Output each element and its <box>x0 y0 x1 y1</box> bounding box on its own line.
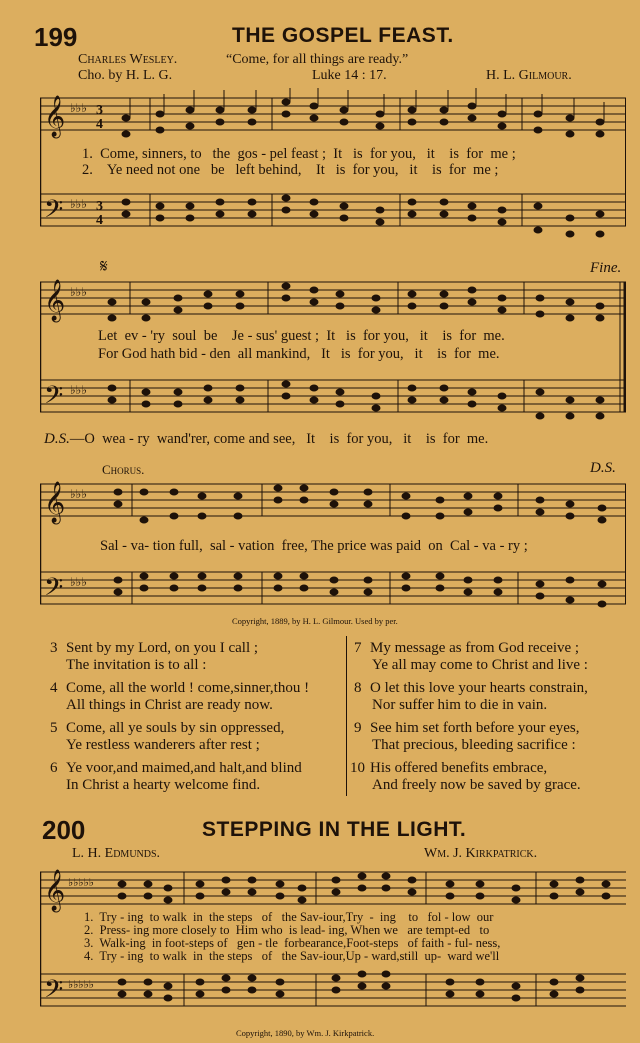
music-system-chorus <box>40 476 626 614</box>
verse-number: 3 <box>50 640 58 656</box>
ds-lyric-line: —O wea - ry wand'rer, come and see, It is for you, it is for me. <box>69 431 489 447</box>
svg-text:𝄞: 𝄞 <box>44 96 66 137</box>
segno-sign: 𝄋 <box>100 256 108 277</box>
chorus-lyric-line: Sal - va- tion full, sal - vation free, The price was paid on Cal - va - ry ; <box>100 538 528 554</box>
svg-text:3: 3 <box>96 199 103 214</box>
svg-text:𝄢: 𝄢 <box>44 195 64 230</box>
ds-label: D.S. <box>44 431 70 447</box>
svg-text:𝄞: 𝄞 <box>44 280 66 321</box>
svg-text:♭♭♭: ♭♭♭ <box>70 197 87 211</box>
author-credit: L. H. Edmunds. <box>72 846 161 861</box>
chorus-credit: Cho. by H. L. G. <box>78 68 173 83</box>
column-divider <box>346 636 347 796</box>
verse-number: 6 <box>50 760 58 776</box>
svg-text:𝄞: 𝄞 <box>44 482 66 523</box>
svg-text:𝄢: 𝄢 <box>44 381 64 416</box>
ds-lyric-row <box>44 430 488 448</box>
copyright-notice: Copyright, 1889, by H. L. Gilmour. Used by per. <box>232 616 398 626</box>
verse-line: In Christ a hearty welcome find. <box>66 777 261 793</box>
verse-number: 4 <box>50 680 58 696</box>
svg-text:𝄞: 𝄞 <box>44 870 66 911</box>
verse-line: That precious, bleeding sacrifice : <box>372 737 576 753</box>
verse-line: The invitation is to all : <box>66 657 207 673</box>
scripture-reference: Luke 14 : 17. <box>312 68 387 83</box>
copyright-notice: Copyright, 1890, by Wm. J. Kirkpatrick. <box>236 1028 375 1038</box>
verse-line: Ye voor,and maimed,and halt,and blind <box>66 760 302 776</box>
author-credit: Charles Wesley. <box>78 52 178 67</box>
svg-text:♭♭♭: ♭♭♭ <box>70 575 87 589</box>
svg-text:3: 3 <box>96 103 103 118</box>
verse-number: 9 <box>354 720 362 736</box>
chorus-label: Chorus. <box>102 462 145 477</box>
verse-block <box>350 719 632 759</box>
svg-text:♭♭♭: ♭♭♭ <box>70 101 87 115</box>
verse-block <box>350 679 632 719</box>
music-system-2 <box>40 274 626 424</box>
verse-line: My message as from God receive ; <box>370 640 580 656</box>
svg-text:♭♭♭: ♭♭♭ <box>70 487 87 501</box>
verse-line: His offered benefits embrace, <box>370 760 548 776</box>
hymn-title: THE GOSPEL FEAST. <box>232 24 454 47</box>
svg-text:𝄢: 𝄢 <box>44 573 64 608</box>
verse-number: 8 <box>354 680 362 696</box>
lyric-line-verse-3: 3. Walk-ing in foot-steps of gen - tle forbearance,Foot-steps of faith - ful- ness, <box>84 936 501 950</box>
svg-text:4: 4 <box>96 213 103 228</box>
svg-text:♭♭♭: ♭♭♭ <box>70 285 87 299</box>
verse-number: 10 <box>350 760 365 776</box>
verse-line: Come, all the world ! come,sinner,thou ! <box>66 680 310 696</box>
fine-marking: Fine. <box>590 260 622 276</box>
lyric-line-verse-2: 2. Ye need not one be left behind, It is for you, it is for me ; <box>82 162 499 178</box>
verse-block <box>50 639 342 679</box>
verse-block <box>350 759 632 799</box>
hymn-number: 199 <box>34 22 78 52</box>
hymn-number: 200 <box>42 815 86 845</box>
lyric-line-verse-1: 1. Come, sinners, to the gos - pel feast ; It is for you, it is for me ; <box>82 146 516 162</box>
verses-right-column <box>350 639 632 799</box>
verse-line: All things in Christ are ready now. <box>66 697 273 713</box>
verse-line: Come, all ye souls by sin oppressed, <box>66 720 285 736</box>
verse-line: Nor suffer him to die in vain. <box>372 697 548 713</box>
verse-number: 7 <box>354 640 362 656</box>
composer-credit: Wm. J. Kirkpatrick. <box>424 846 538 861</box>
svg-text:♭♭♭♭♭: ♭♭♭♭♭ <box>68 877 94 889</box>
svg-text:♭♭♭: ♭♭♭ <box>70 383 87 397</box>
verse-line: And freely now be saved by grace. <box>372 777 581 793</box>
verse-block <box>50 719 342 759</box>
verse-line: Ye restless wanderers after rest ; <box>66 737 260 753</box>
lyric-line-verse-2: For God hath bid - den all mankind, It is for you, it is for me. <box>98 346 500 362</box>
verse-block <box>50 759 342 799</box>
verse-number: 5 <box>50 720 58 736</box>
svg-text:4: 4 <box>96 117 103 132</box>
music-system-200 <box>40 864 626 1024</box>
ds-marking: D.S. <box>590 460 616 476</box>
verse-block <box>350 639 632 679</box>
verses-left-column <box>50 639 342 799</box>
lyric-line-verse-1: Let ev - 'ry soul be Je - sus' guest ; It is for you, it is for me. <box>98 328 505 344</box>
svg-text:𝄢: 𝄢 <box>44 975 64 1010</box>
lyric-line-verse-4: 4. Try - ing to walk in the steps of the Sav-iour,Up - ward,still up- ward we'll <box>84 949 500 963</box>
lyric-line-verse-1: 1. Try - ing to walk in the steps of the Sav-iour,Try - ing to fol - low our <box>84 910 494 924</box>
composer-credit: H. L. Gilmour. <box>486 68 572 83</box>
scripture-quote: “Come, for all things are ready.” <box>226 52 409 67</box>
verse-line: Sent by my Lord, on you I call ; <box>66 640 259 656</box>
lyric-line-verse-2: 2. Press- ing more closely to Him who is lead- ing, When we are tempt-ed to <box>84 923 490 937</box>
hymn-title: STEPPING IN THE LIGHT. <box>202 818 467 841</box>
verse-line: O let this love your hearts constrain, <box>370 680 588 696</box>
verse-line: See him set forth before your eyes, <box>370 720 580 736</box>
verse-line: Ye all may come to Christ and live : <box>372 657 588 673</box>
verse-block <box>50 679 342 719</box>
music-system-1 <box>40 88 626 240</box>
svg-text:♭♭♭♭♭: ♭♭♭♭♭ <box>68 979 94 991</box>
